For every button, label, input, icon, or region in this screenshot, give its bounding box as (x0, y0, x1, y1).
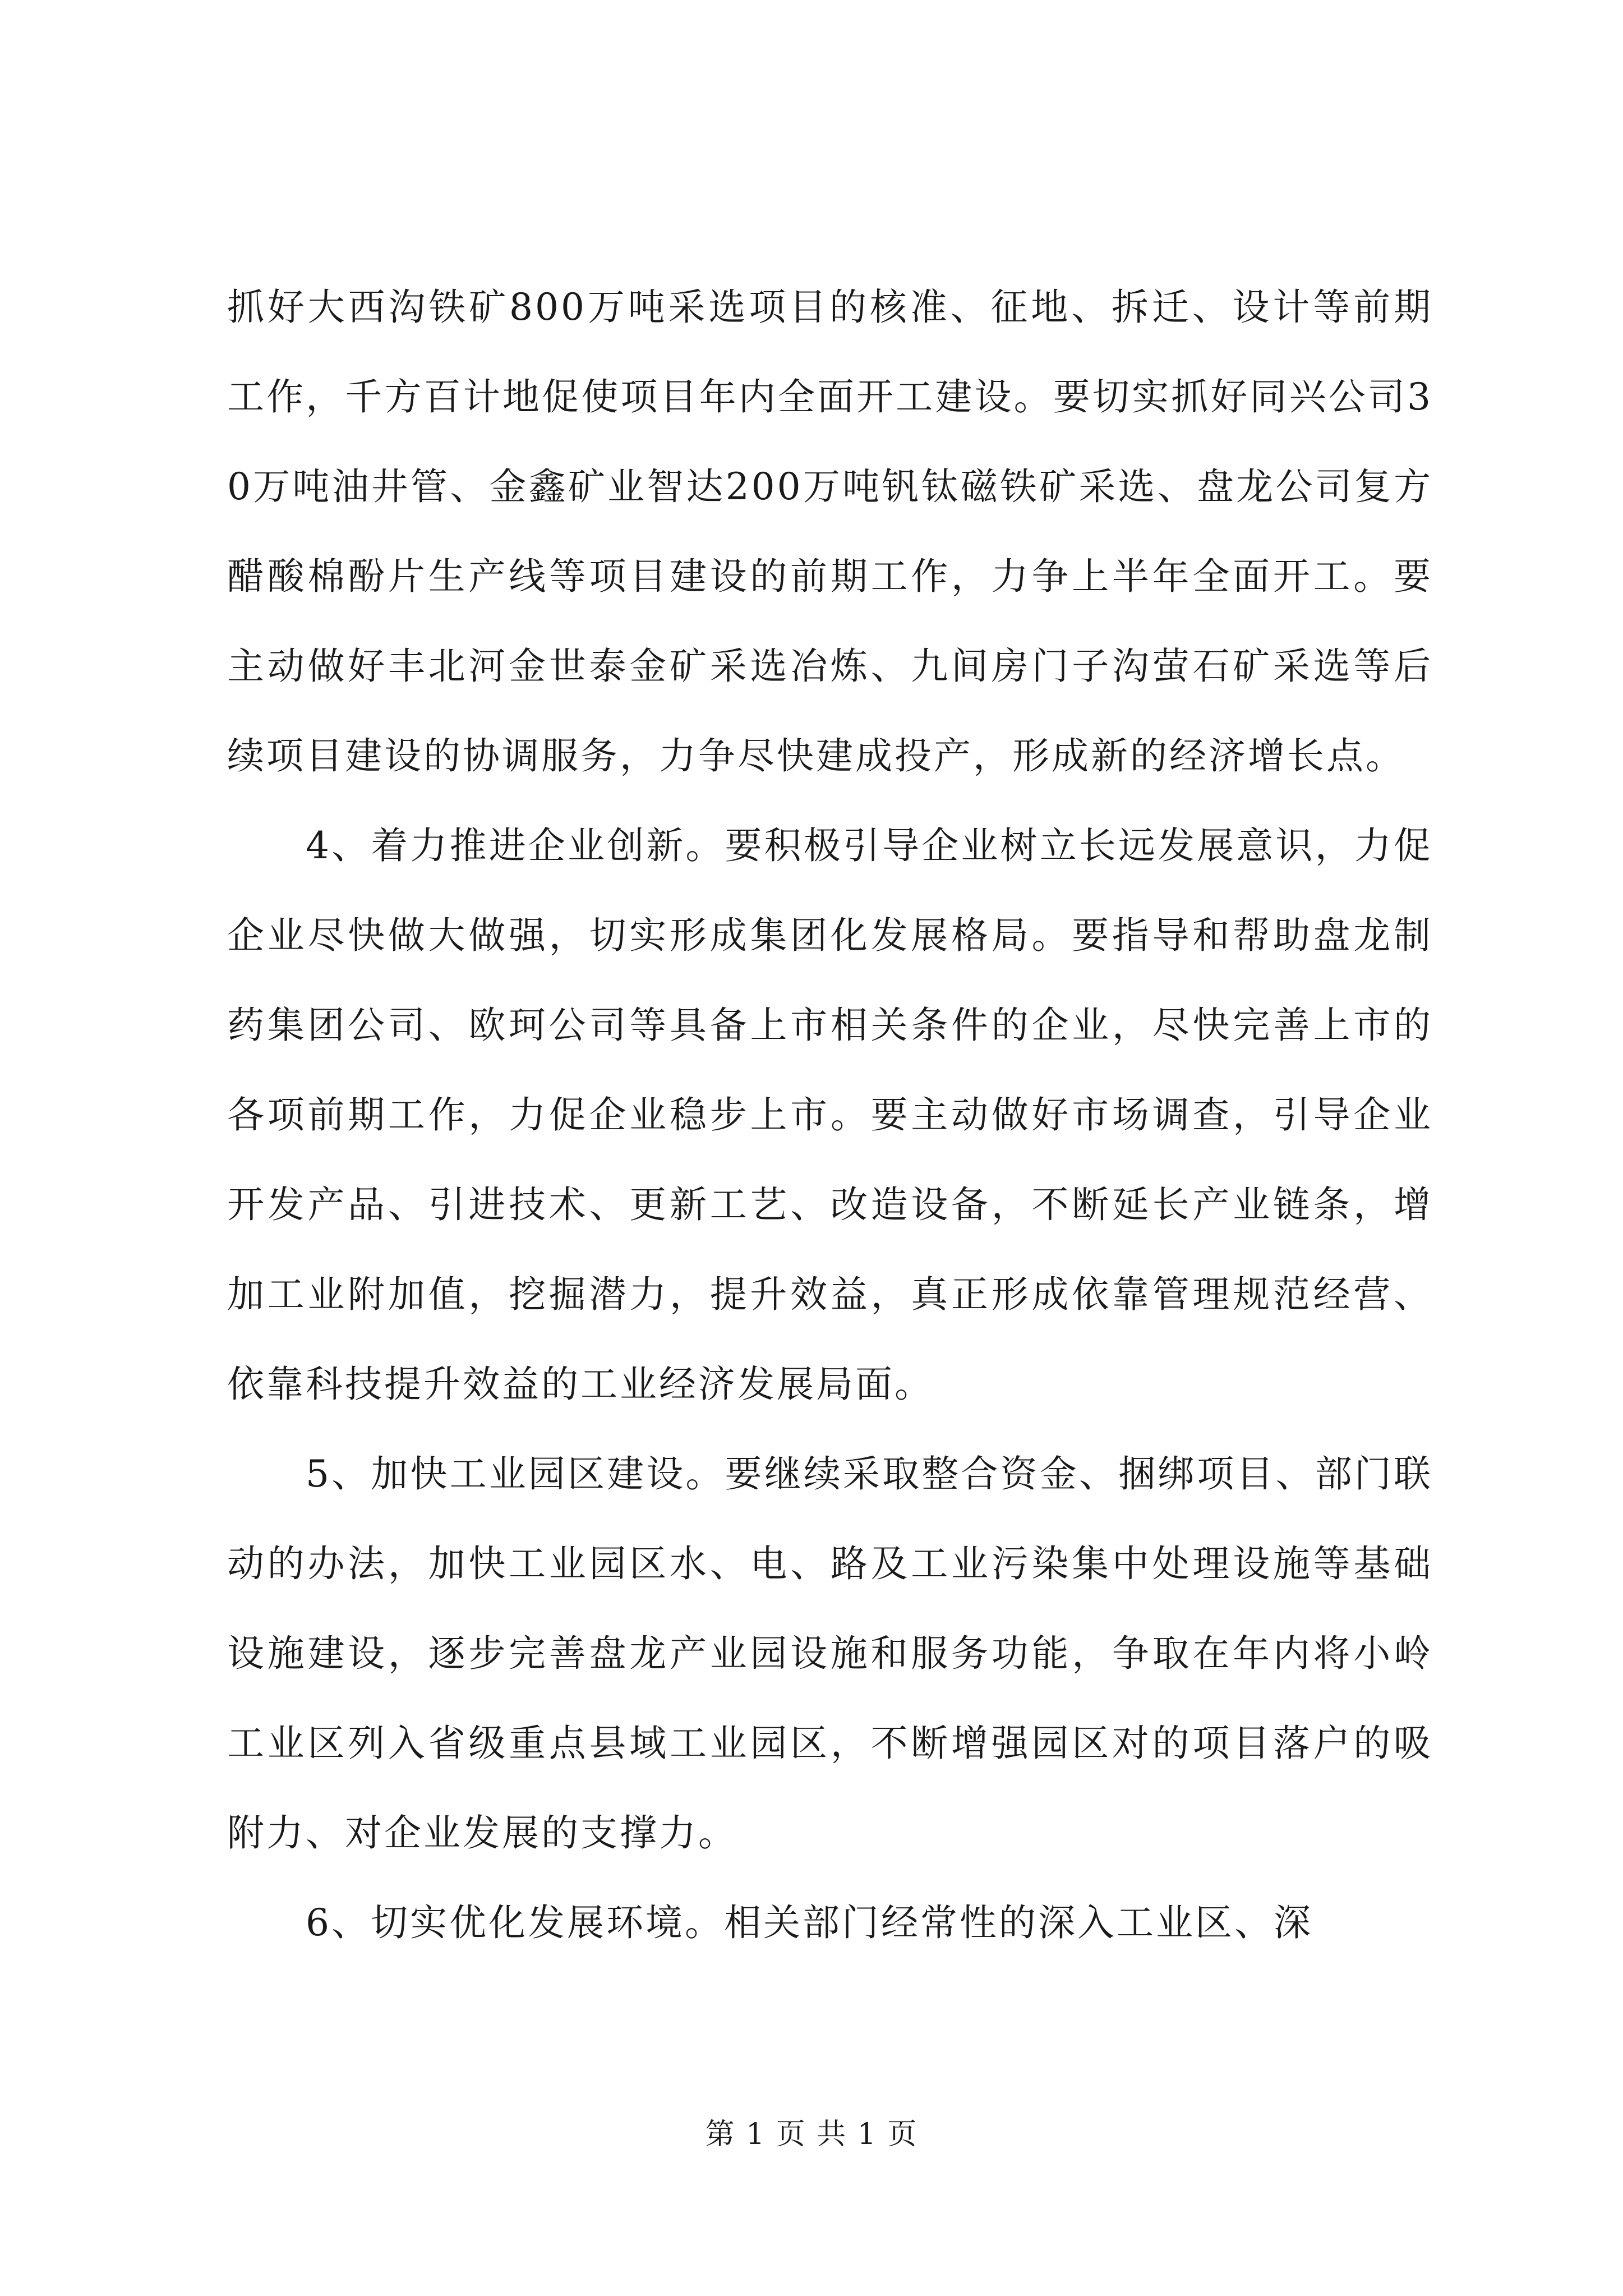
paragraph-industrial-park: 5、加快工业园区建设。要继续采取整合资金、捆绑项目、部门联动的办法，加快工业园区水、电、路及工业污染集中处理设施等基础设施建设，逐步完善盘龙产业园设施和服务功能，争取在年内将小岭工业区列入省级重点县域工业园区，不断增强园区对的项目落户的吸附力、对企业发展的支撑力。 (227, 1452, 1433, 1855)
paragraph-enterprise-innovation: 4、着力推进企业创新。要积极引导企业树立长远发展意识，力促企业尽快做大做强，切实形成集团化发展格局。要指导和帮助盘龙制药集团公司、欧珂公司等具备上市相关条件的企业，尽快完善上市的各项前期工作，力促企业稳步上市。要主动做好市场调查，引导企业开发产品、引进技术、更新工艺、改造设备，不断延长产业链条，增加工业附加值，挖掘潜力，提升效益，真正形成依靠管理规范经营、依靠科技提升效益的工业经济发展局面。 (227, 824, 1433, 1406)
paragraph-project-preparation: 抓好大西沟铁矿800万吨采选项目的核准、征地、拆迁、设计等前期工作，千方百计地促使项目年内全面开工建设。要切实抓好同兴公司30万吨油井管、金鑫矿业智达200万吨钒钛磁铁矿采选、盘龙公司复方醋酸棉酚片生产线等项目建设的前期工作，力争上半年全面开工。要主动做好丰北河金世泰金矿采选冶炼、九间房门子沟萤石矿采选等后续项目建设的协调服务，力争尽快建成投产，形成新的经济增长点。 (227, 286, 1433, 777)
document-body (227, 263, 1433, 1968)
page-footer: 第 1 页 共 1 页 (705, 2118, 918, 2151)
paragraph-development-environment: 6、切实优化发展环境。相关部门经常性的深入工业区、深 (306, 1901, 1313, 1944)
